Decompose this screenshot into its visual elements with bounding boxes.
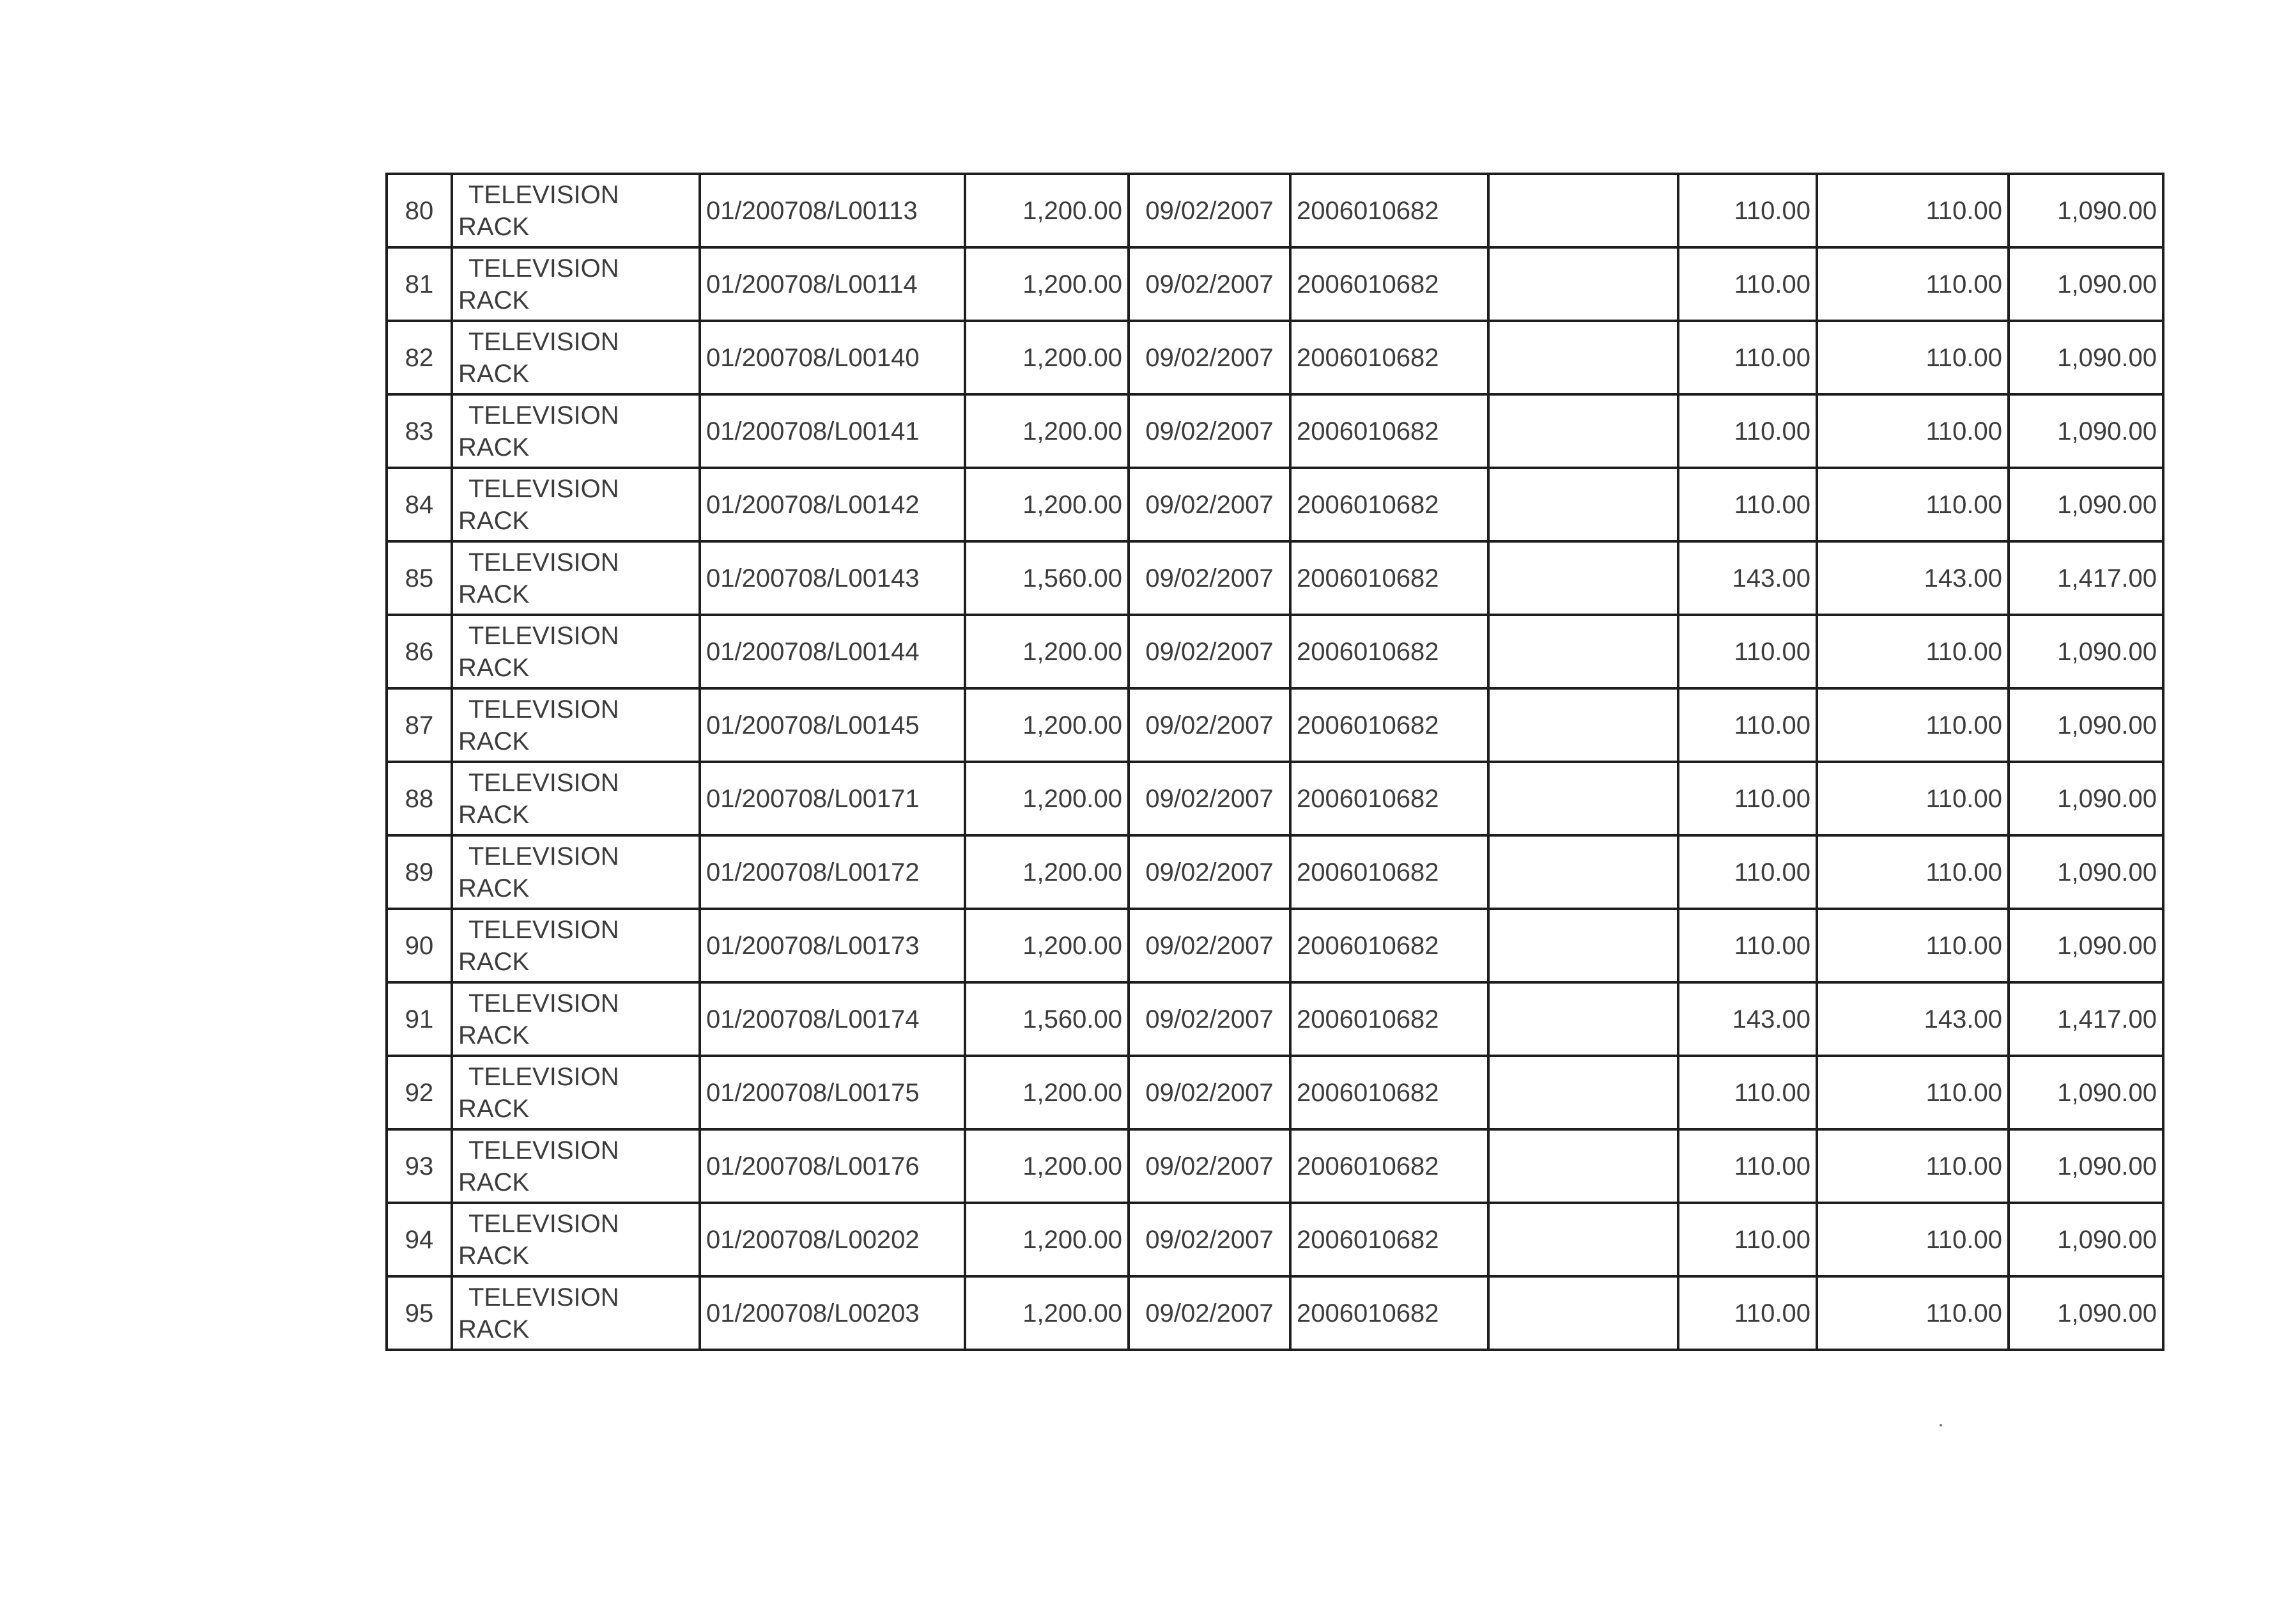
amount-1-cell: 110.00 — [1678, 909, 1817, 982]
row-number-cell: 92 — [387, 1056, 452, 1129]
cost-cell: 1,200.00 — [965, 1056, 1129, 1129]
amount-2-cell: 143.00 — [1817, 982, 2009, 1056]
asset-code-cell: 01/200708/L00202 — [700, 1203, 965, 1276]
description-line-2: RACK — [458, 800, 530, 829]
amount-2-cell: 110.00 — [1817, 688, 2009, 762]
reference-cell: 2006010682 — [1290, 762, 1488, 835]
balance-cell: 1,090.00 — [2009, 909, 2163, 982]
table-row — [387, 1056, 2163, 1129]
amount-1-cell: 110.00 — [1678, 615, 1817, 688]
amount-1-cell: 110.00 — [1678, 1056, 1817, 1129]
description-cell — [452, 615, 700, 688]
balance-cell: 1,090.00 — [2009, 1276, 2163, 1350]
cost-cell: 1,200.00 — [965, 321, 1129, 394]
balance-cell: 1,090.00 — [2009, 615, 2163, 688]
cost-cell: 1,200.00 — [965, 762, 1129, 835]
amount-1-cell: 110.00 — [1678, 835, 1817, 909]
date-cell: 09/02/2007 — [1129, 1276, 1290, 1350]
amount-1-cell: 110.00 — [1678, 1129, 1817, 1203]
amount-2-cell: 110.00 — [1817, 1276, 2009, 1350]
description-cell — [452, 468, 700, 541]
description-line-1: TELEVISION — [468, 621, 619, 650]
description-cell — [452, 541, 700, 615]
cost-cell: 1,200.00 — [965, 468, 1129, 541]
empty-cell — [1488, 688, 1678, 762]
description-line-2: RACK — [458, 653, 530, 682]
date-cell: 09/02/2007 — [1129, 468, 1290, 541]
empty-cell — [1488, 1276, 1678, 1350]
row-number-cell: 84 — [387, 468, 452, 541]
balance-cell: 1,090.00 — [2009, 321, 2163, 394]
asset-code-cell: 01/200708/L00113 — [700, 174, 965, 247]
reference-cell: 2006010682 — [1290, 394, 1488, 468]
row-number-cell: 90 — [387, 909, 452, 982]
balance-cell: 1,090.00 — [2009, 174, 2163, 247]
date-cell: 09/02/2007 — [1129, 1056, 1290, 1129]
reference-cell: 2006010682 — [1290, 1056, 1488, 1129]
cost-cell: 1,200.00 — [965, 174, 1129, 247]
empty-cell — [1488, 982, 1678, 1056]
amount-1-cell: 110.00 — [1678, 1203, 1817, 1276]
empty-cell — [1488, 174, 1678, 247]
amount-2-cell: 110.00 — [1817, 762, 2009, 835]
cost-cell: 1,200.00 — [965, 1129, 1129, 1203]
description-line-2: RACK — [458, 212, 530, 241]
balance-cell: 1,417.00 — [2009, 541, 2163, 615]
amount-2-cell: 110.00 — [1817, 835, 2009, 909]
description-line-2: RACK — [458, 1021, 530, 1049]
asset-code-cell: 01/200708/L00140 — [700, 321, 965, 394]
amount-2-cell: 110.00 — [1817, 1056, 2009, 1129]
description-line-1: TELEVISION — [468, 474, 619, 503]
table-row — [387, 688, 2163, 762]
asset-code-cell: 01/200708/L00175 — [700, 1056, 965, 1129]
amount-1-cell: 110.00 — [1678, 1276, 1817, 1350]
description-line-1: TELEVISION — [468, 915, 619, 944]
description-line-1: TELEVISION — [468, 327, 619, 356]
row-number-cell: 82 — [387, 321, 452, 394]
description-cell — [452, 909, 700, 982]
amount-2-cell: 110.00 — [1817, 394, 2009, 468]
cost-cell: 1,560.00 — [965, 541, 1129, 615]
table-row — [387, 468, 2163, 541]
asset-code-cell: 01/200708/L00171 — [700, 762, 965, 835]
reference-cell: 2006010682 — [1290, 247, 1488, 321]
description-line-1: TELEVISION — [468, 548, 619, 576]
amount-2-cell: 110.00 — [1817, 1129, 2009, 1203]
empty-cell — [1488, 835, 1678, 909]
date-cell: 09/02/2007 — [1129, 174, 1290, 247]
table-row — [387, 835, 2163, 909]
asset-code-cell: 01/200708/L00172 — [700, 835, 965, 909]
reference-cell: 2006010682 — [1290, 982, 1488, 1056]
cost-cell: 1,560.00 — [965, 982, 1129, 1056]
reference-cell: 2006010682 — [1290, 541, 1488, 615]
empty-cell — [1488, 909, 1678, 982]
row-number-cell: 81 — [387, 247, 452, 321]
description-line-1: TELEVISION — [468, 1136, 619, 1164]
amount-1-cell: 110.00 — [1678, 321, 1817, 394]
reference-cell: 2006010682 — [1290, 1276, 1488, 1350]
table-row — [387, 982, 2163, 1056]
table-row — [387, 909, 2163, 982]
table-row — [387, 1276, 2163, 1350]
description-line-2: RACK — [458, 727, 530, 755]
empty-cell — [1488, 1203, 1678, 1276]
table-row — [387, 247, 2163, 321]
empty-cell — [1488, 541, 1678, 615]
balance-cell: 1,090.00 — [2009, 835, 2163, 909]
description-line-1: TELEVISION — [468, 1283, 619, 1311]
asset-code-cell: 01/200708/L00174 — [700, 982, 965, 1056]
date-cell: 09/02/2007 — [1129, 982, 1290, 1056]
balance-cell: 1,090.00 — [2009, 468, 2163, 541]
amount-2-cell: 110.00 — [1817, 468, 2009, 541]
row-number-cell: 87 — [387, 688, 452, 762]
cost-cell: 1,200.00 — [965, 909, 1129, 982]
description-line-2: RACK — [458, 286, 530, 314]
empty-cell — [1488, 615, 1678, 688]
cost-cell: 1,200.00 — [965, 394, 1129, 468]
amount-1-cell: 110.00 — [1678, 174, 1817, 247]
cost-cell: 1,200.00 — [965, 1203, 1129, 1276]
amount-1-cell: 143.00 — [1678, 541, 1817, 615]
asset-code-cell: 01/200708/L00173 — [700, 909, 965, 982]
reference-cell: 2006010682 — [1290, 835, 1488, 909]
description-line-1: TELEVISION — [468, 989, 619, 1017]
table-row — [387, 1203, 2163, 1276]
row-number-cell: 85 — [387, 541, 452, 615]
amount-2-cell: 110.00 — [1817, 174, 2009, 247]
description-line-1: TELEVISION — [468, 842, 619, 870]
empty-cell — [1488, 247, 1678, 321]
row-number-cell: 95 — [387, 1276, 452, 1350]
reference-cell: 2006010682 — [1290, 909, 1488, 982]
description-line-1: TELEVISION — [468, 401, 619, 429]
reference-cell: 2006010682 — [1290, 1203, 1488, 1276]
table-row — [387, 321, 2163, 394]
empty-cell — [1488, 1129, 1678, 1203]
description-line-2: RACK — [458, 506, 530, 535]
description-cell — [452, 1129, 700, 1203]
date-cell: 09/02/2007 — [1129, 247, 1290, 321]
balance-cell: 1,090.00 — [2009, 1203, 2163, 1276]
description-line-2: RACK — [458, 1094, 530, 1123]
cost-cell: 1,200.00 — [965, 835, 1129, 909]
date-cell: 09/02/2007 — [1129, 321, 1290, 394]
asset-code-cell: 01/200708/L00145 — [700, 688, 965, 762]
asset-code-cell: 01/200708/L00114 — [700, 247, 965, 321]
amount-2-cell: 110.00 — [1817, 1203, 2009, 1276]
row-number-cell: 83 — [387, 394, 452, 468]
row-number-cell: 89 — [387, 835, 452, 909]
date-cell: 09/02/2007 — [1129, 762, 1290, 835]
table-row — [387, 541, 2163, 615]
amount-2-cell: 110.00 — [1817, 247, 2009, 321]
amount-2-cell: 110.00 — [1817, 909, 2009, 982]
ledger-body — [387, 174, 2163, 1350]
empty-cell — [1488, 762, 1678, 835]
description-cell — [452, 321, 700, 394]
row-number-cell: 88 — [387, 762, 452, 835]
description-cell — [452, 247, 700, 321]
cost-cell: 1,200.00 — [965, 615, 1129, 688]
reference-cell: 2006010682 — [1290, 1129, 1488, 1203]
description-cell — [452, 835, 700, 909]
description-line-1: TELEVISION — [468, 1209, 619, 1238]
balance-cell: 1,417.00 — [2009, 982, 2163, 1056]
amount-1-cell: 110.00 — [1678, 762, 1817, 835]
amount-1-cell: 110.00 — [1678, 247, 1817, 321]
description-line-2: RACK — [458, 1241, 530, 1270]
description-line-1: TELEVISION — [468, 1062, 619, 1091]
asset-code-cell: 01/200708/L00142 — [700, 468, 965, 541]
cost-cell: 1,200.00 — [965, 688, 1129, 762]
asset-code-cell: 01/200708/L00203 — [700, 1276, 965, 1350]
row-number-cell: 93 — [387, 1129, 452, 1203]
reference-cell: 2006010682 — [1290, 688, 1488, 762]
description-line-2: RACK — [458, 433, 530, 461]
description-cell — [452, 174, 700, 247]
description-cell — [452, 762, 700, 835]
asset-code-cell: 01/200708/L00141 — [700, 394, 965, 468]
balance-cell: 1,090.00 — [2009, 394, 2163, 468]
description-cell — [452, 982, 700, 1056]
description-line-2: RACK — [458, 359, 530, 388]
amount-1-cell: 143.00 — [1678, 982, 1817, 1056]
description-cell — [452, 1056, 700, 1129]
balance-cell: 1,090.00 — [2009, 688, 2163, 762]
date-cell: 09/02/2007 — [1129, 835, 1290, 909]
reference-cell: 2006010682 — [1290, 468, 1488, 541]
description-line-1: TELEVISION — [468, 695, 619, 723]
description-line-2: RACK — [458, 580, 530, 608]
description-line-2: RACK — [458, 874, 530, 902]
description-cell — [452, 688, 700, 762]
reference-cell: 2006010682 — [1290, 174, 1488, 247]
date-cell: 09/02/2007 — [1129, 541, 1290, 615]
description-line-2: RACK — [458, 1315, 530, 1343]
table-row — [387, 394, 2163, 468]
reference-cell: 2006010682 — [1290, 321, 1488, 394]
table-row — [387, 615, 2163, 688]
date-cell: 09/02/2007 — [1129, 394, 1290, 468]
row-number-cell: 86 — [387, 615, 452, 688]
empty-cell — [1488, 394, 1678, 468]
row-number-cell: 91 — [387, 982, 452, 1056]
amount-2-cell: 110.00 — [1817, 615, 2009, 688]
balance-cell: 1,090.00 — [2009, 1056, 2163, 1129]
description-line-1: TELEVISION — [468, 768, 619, 797]
description-line-2: RACK — [458, 947, 530, 976]
description-line-1: TELEVISION — [468, 254, 619, 282]
description-line-2: RACK — [458, 1168, 530, 1196]
table-row — [387, 1129, 2163, 1203]
balance-cell: 1,090.00 — [2009, 1129, 2163, 1203]
description-line-1: TELEVISION — [468, 180, 619, 209]
empty-cell — [1488, 468, 1678, 541]
amount-2-cell: 110.00 — [1817, 321, 2009, 394]
balance-cell: 1,090.00 — [2009, 247, 2163, 321]
asset-code-cell: 01/200708/L00143 — [700, 541, 965, 615]
empty-cell — [1488, 1056, 1678, 1129]
date-cell: 09/02/2007 — [1129, 909, 1290, 982]
date-cell: 09/02/2007 — [1129, 1203, 1290, 1276]
amount-2-cell: 143.00 — [1817, 541, 2009, 615]
table-row — [387, 174, 2163, 247]
date-cell: 09/02/2007 — [1129, 688, 1290, 762]
table-row — [387, 762, 2163, 835]
date-cell: 09/02/2007 — [1129, 1129, 1290, 1203]
amount-1-cell: 110.00 — [1678, 394, 1817, 468]
amount-1-cell: 110.00 — [1678, 468, 1817, 541]
asset-code-cell: 01/200708/L00144 — [700, 615, 965, 688]
asset-ledger-table — [385, 173, 2164, 1351]
row-number-cell: 94 — [387, 1203, 452, 1276]
description-cell — [452, 1203, 700, 1276]
scan-speck — [1940, 1424, 1942, 1427]
reference-cell: 2006010682 — [1290, 615, 1488, 688]
date-cell: 09/02/2007 — [1129, 615, 1290, 688]
description-cell — [452, 394, 700, 468]
balance-cell: 1,090.00 — [2009, 762, 2163, 835]
cost-cell: 1,200.00 — [965, 1276, 1129, 1350]
row-number-cell: 80 — [387, 174, 452, 247]
empty-cell — [1488, 321, 1678, 394]
asset-code-cell: 01/200708/L00176 — [700, 1129, 965, 1203]
amount-1-cell: 110.00 — [1678, 688, 1817, 762]
description-cell — [452, 1276, 700, 1350]
cost-cell: 1,200.00 — [965, 247, 1129, 321]
